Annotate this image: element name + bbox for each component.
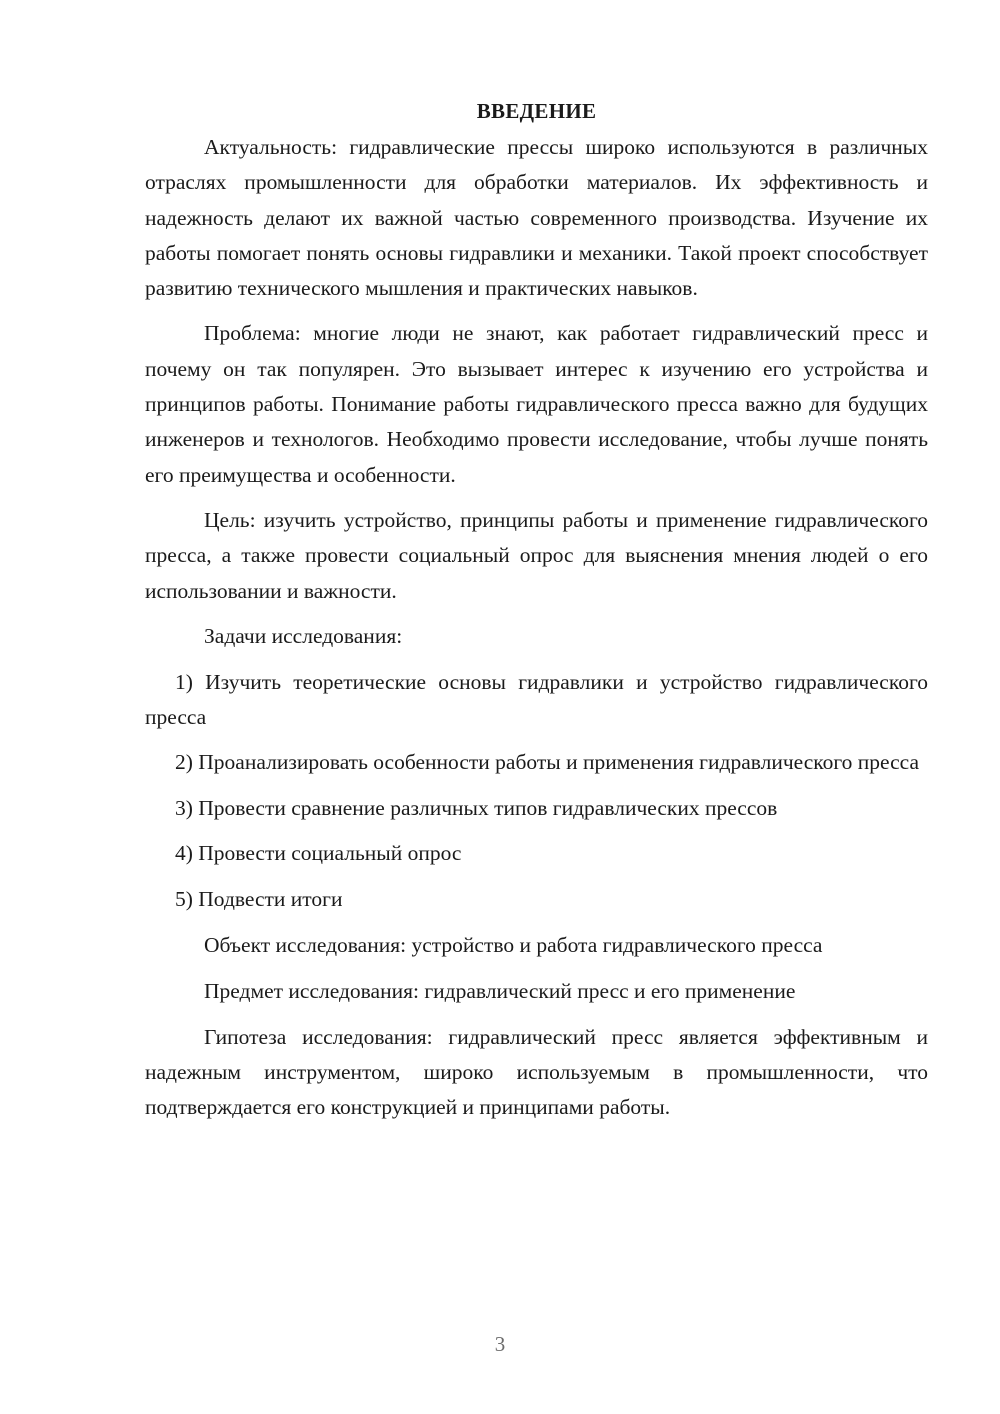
task-item-4: 4) Провести социальный опрос <box>175 841 462 866</box>
research-subject: Предмет исследования: гидравлический пресс и его применение <box>204 978 796 1003</box>
research-hypothesis: Гипотеза исследования: гидравлический пресс является эффективным и надежным инструментом, широко используемым в промышленности, что подтверждается его конструкцией и принципами работы. <box>145 1024 928 1120</box>
task-item-5: 5) Подвести итоги <box>175 887 343 912</box>
task-item-2: 2) Проанализировать особенности работы и применения гидравлического пресса <box>175 750 920 775</box>
paragraph-relevance: Актуальность: гидравлические прессы широко используются в различных отраслях промышленности для обработки материалов. Их эффективность и надежность делают их важной частью современного производства. Изучение их работы помогает понять основы гидравлики и механики. Такой проект способствует развитию технического мышления и практических навыков. <box>145 135 928 301</box>
task-item-3: 3) Провести сравнение различных типов гидравлических прессов <box>175 795 778 820</box>
paragraph-goal: Цель: изучить устройство, принципы работы и применение гидравлического пресса, а также провести социальный опрос для выяснения мнения людей о его использовании и важности. <box>145 507 928 603</box>
research-object: Объект исследования: устройство и работа гидравлического пресса <box>204 932 823 957</box>
page-number: 3 <box>494 1332 506 1356</box>
tasks-heading: Задачи исследования: <box>204 623 403 648</box>
paragraph-problem: Проблема: многие люди не знают, как работает гидравлический пресс и почему он так популярен. Это вызывает интерес к изучению его устройства и принципов работы. Понимание работы гидравлического пресса важно для будущих инженеров и технологов. Необходимо провести исследование, чтобы лучше понять его преимущества и особенности. <box>145 321 928 487</box>
document-page <box>145 96 928 1135</box>
page-title: ВВЕДЕНИЕ <box>476 99 597 123</box>
task-item-1: 1) Изучить теоретические основы гидравлики и устройство гидравлического пресса <box>145 669 928 729</box>
